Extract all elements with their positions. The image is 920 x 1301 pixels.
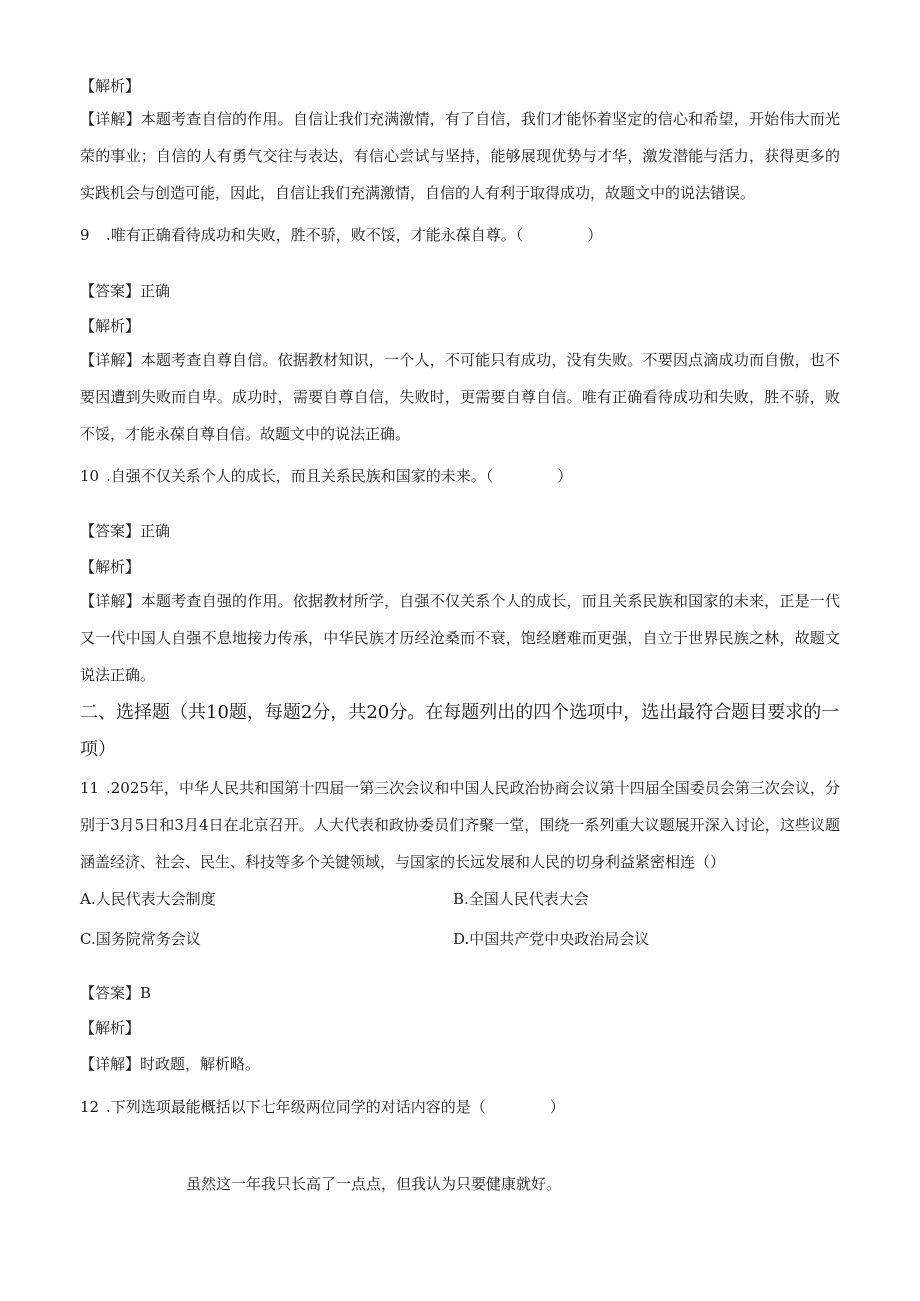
question-stem: .自强不仅关系个人的成长，而且关系民族和国家的未来。（ [106, 467, 494, 485]
question-stem: .2025年，中华人民共和国第十四届一第三次会议和中国人民政治协商会议第十四届全国委员会第三次会议，分别于3月5日和3月4日在北京召开。人大代表和政协委员们齐聚一堂，围绕一系列重大议题展开深入讨论，这些议题涵盖经济、社会、民生、科技等多个关键领域，与国家的长远发展和人民的切身利益紧密相连（） [80, 779, 840, 871]
question-number: 10 [80, 467, 100, 485]
question-number: 9 [80, 226, 90, 244]
question-stem: .下列选项最能概括以下七年级两位同学的对话内容的是（ [106, 1098, 486, 1116]
question-number: 11 [80, 779, 100, 797]
question-12 [80, 1097, 840, 1117]
q8-detail: 【详解】本题考查自信的作用。自信让我们充满激情，有了自信，我们才能怀着坚定的信心和希望，开始伟大而光荣的事业；自信的人有勇气交往与表达，有信心尝试与坚持，能够展现优势与才华，激发潜能与活力，获得更多的实践机会与创造可能，因此，自信让我们充满激情，自信的人有利于取得成功，故题文中的说法错误。 [80, 110, 840, 202]
q11-analysis-label: 【解析】 [80, 1019, 141, 1037]
option-d: D.中国共产党中央政治局会议 [453, 930, 650, 948]
q11-answer: 【答案】B [80, 984, 152, 1002]
option-b: B.全国人民代表大会 [453, 890, 589, 908]
q8-analysis-label: 【解析】 [80, 77, 141, 95]
q9-answer: 【答案】正确 [80, 282, 171, 300]
q10-answer: 【答案】正确 [80, 522, 171, 540]
question-stem: .唯有正确看待成功和失败，胜不骄，败不馁，才能永葆自尊。（ [106, 226, 524, 244]
question-9 [80, 225, 840, 245]
q10-analysis-label: 【解析】 [80, 558, 141, 576]
option-c: C.国务院常务会议 [80, 930, 201, 948]
question-11 [80, 770, 840, 881]
question-paren-close: ） [557, 467, 573, 485]
dialog-quote: 虽然这一年我只长高了一点点，但我认为只要健康就好。 [186, 1175, 562, 1193]
section-heading: 二、选择题（共10题，每题2分，共20分。在每题列出的四个选项中，选出最符合题目要求的一项） [80, 702, 840, 760]
question-number: 12 [80, 1098, 100, 1116]
question-10 [80, 466, 840, 486]
question-paren-close: ） [587, 226, 603, 244]
q9-detail: 【详解】本题考查自尊自信。依据教材知识，一个人，不可能只有成功，没有失败。不要因点滴成功而自傲，也不要因遭到失败而自卑。成功时，需要自尊自信，失败时，更需要自尊自信。唯有正确看待成功和失败，胜不骄，败不馁，才能永葆自尊自信。故题文中的说法正确。 [80, 351, 840, 443]
question-paren-close: ） [549, 1098, 565, 1116]
q9-analysis-label: 【解析】 [80, 317, 141, 335]
q10-detail: 【详解】本题考查自强的作用。依据教材所学，自强不仅关系个人的成长，而且关系民族和国家的未来，正是一代又一代中国人自强不息地接力传承，中华民族才历经沧桑而不衰，饱经磨难而更强，自立于世界民族之林，故题文说法正确。 [80, 592, 840, 684]
option-a: A.人民代表大会制度 [80, 890, 216, 908]
q11-detail: 【详解】时政题，解析略。 [80, 1055, 261, 1073]
